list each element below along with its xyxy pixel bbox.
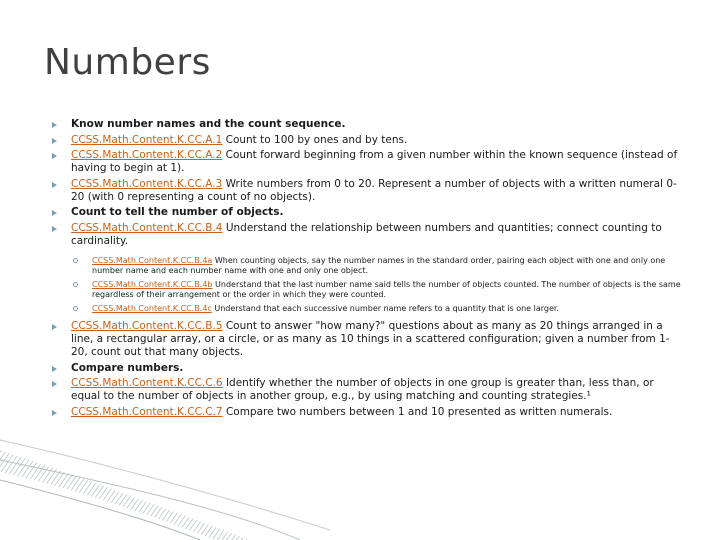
standard-text: Understand the relationship between numbers and quantities; connect counting to cardinality. [71,221,662,247]
standard-text: Identify whether the number of objects in one group is greater than, less than, or equal to the number of objects in another group, e.g., by using matching and counting strategies.¹ [71,377,654,402]
triangle-bullet-icon [52,122,57,128]
sub-list-item [52,304,682,315]
triangle-bullet-icon [52,138,57,144]
standard-link[interactable]: CCSS.Math.Content.K.CC.B.4b [92,279,213,289]
sub-list-item [52,280,682,301]
triangle-bullet-icon [52,182,57,188]
standard-text: Understand that the last number name said tells the number of objects counted. The number of objects is the same regardless of their arrangement or the order in which they were counted. [92,279,681,299]
list-item [52,134,682,147]
decorative-swoosh [0,410,720,540]
standard-text: Compare two numbers between 1 and 10 presented as written numerals. [222,405,613,418]
standards-list [52,118,682,421]
triangle-bullet-icon [52,381,57,387]
standard-text: Count to 100 by ones and by tens. [222,133,408,146]
circle-bullet-icon [73,306,78,311]
list-item [52,362,682,375]
standard-text: Count forward beginning from a given number within the known sequence (instead of having to begin at 1). [71,149,678,174]
cluster-heading: Compare numbers. [71,361,184,374]
sub-list-item [52,256,682,277]
list-item [52,377,682,403]
circle-bullet-icon [73,282,78,287]
standard-text: When counting objects, say the number names in the standard order, pairing each object with one and only one number name and each number name with one and only one object. [92,255,666,275]
standard-link[interactable]: CCSS.Math.Content.K.CC.B.4a [92,255,213,265]
standard-link[interactable]: CCSS.Math.Content.K.CC.C.6 [71,377,223,389]
standard-link[interactable]: CCSS.Math.Content.K.CC.A.1 [71,133,223,146]
standard-text: Understand that each successive number name refers to a quantity that is one larger. [211,303,560,313]
list-item [52,206,682,219]
list-item [52,178,682,204]
triangle-bullet-icon [52,324,57,330]
standard-link[interactable]: CCSS.Math.Content.K.CC.A.3 [71,177,223,190]
standard-text: Count to answer "how many?" questions about as many as 20 things arranged in a line, a rectangular array, or a circle, or as many as 10 things in a scattered configuration; given a number from 1-20, count out that many objects. [71,320,670,358]
list-item [52,320,682,359]
triangle-bullet-icon [52,366,57,372]
triangle-bullet-icon [52,226,57,232]
standard-link[interactable]: CCSS.Math.Content.K.CC.B.4c [92,303,212,313]
standard-text: Write numbers from 0 to 20. Represent a number of objects with a written numeral 0-20 (with 0 representing a count of no objects). [71,177,677,203]
cluster-heading: Count to tell the number of objects. [71,206,284,218]
triangle-bullet-icon [52,153,57,159]
standard-link[interactable]: CCSS.Math.Content.K.CC.C.7 [71,405,223,418]
standard-link[interactable]: CCSS.Math.Content.K.CC.B.4 [71,221,223,234]
list-item [52,118,682,131]
triangle-bullet-icon [52,210,57,216]
cluster-heading: Know number names and the count sequence. [71,118,346,130]
list-item [52,149,682,175]
circle-bullet-icon [73,258,78,263]
slide-title: Numbers [44,42,211,83]
standard-link[interactable]: CCSS.Math.Content.K.CC.A.2 [71,149,223,161]
list-item [52,222,682,248]
standard-link[interactable]: CCSS.Math.Content.K.CC.B.5 [71,320,223,332]
